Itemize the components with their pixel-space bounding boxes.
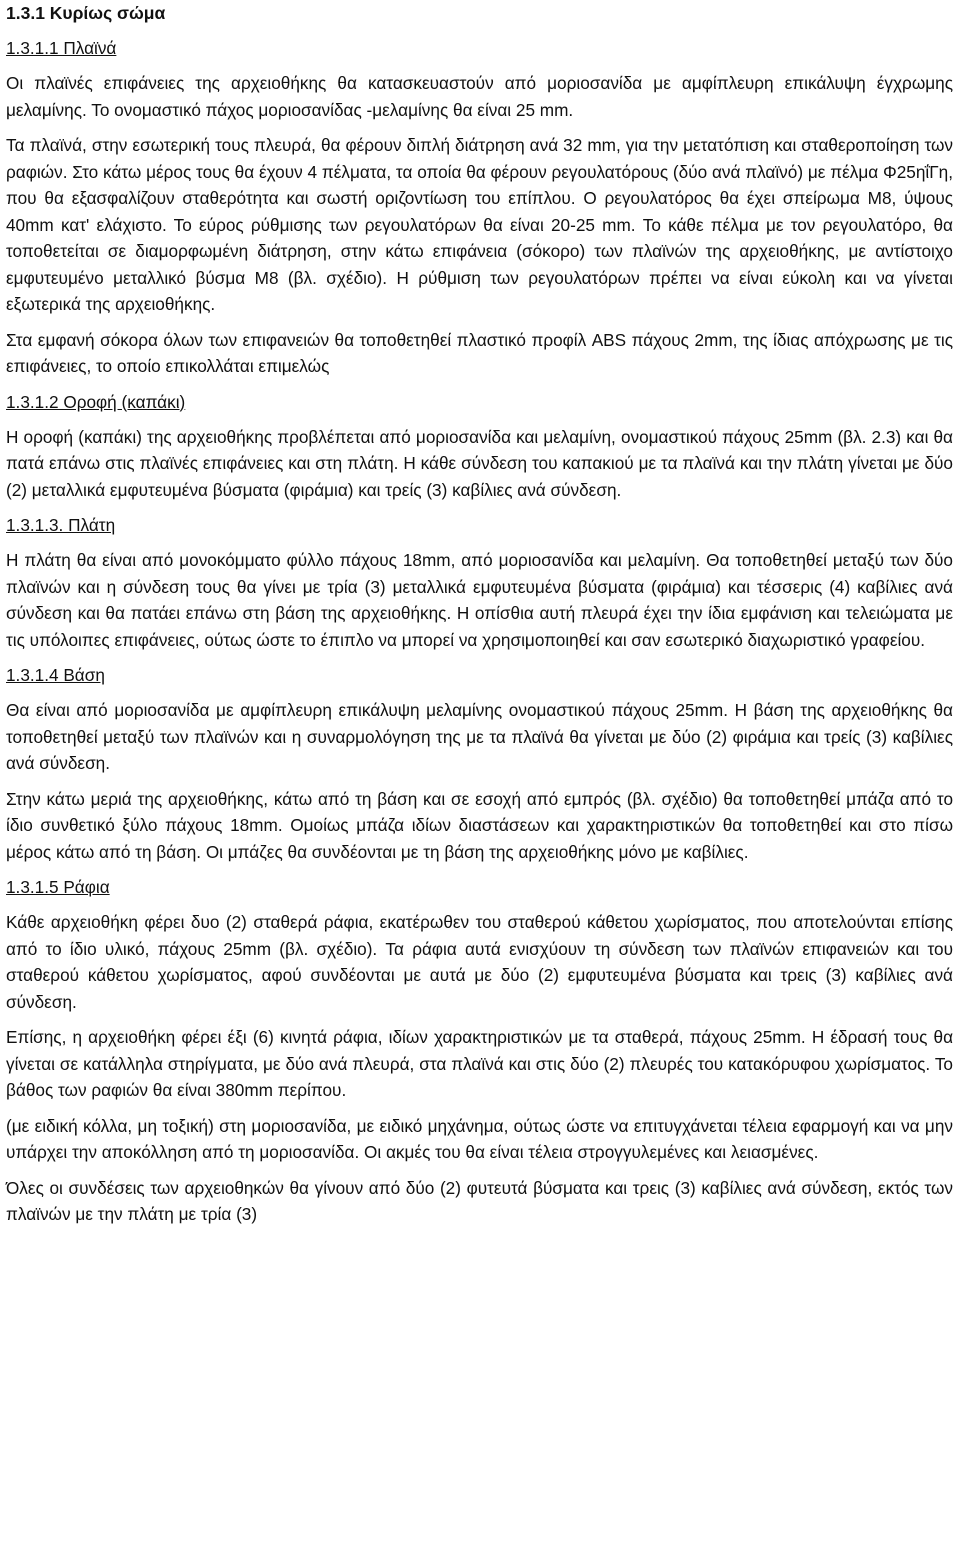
subsection-title-sides: 1.3.1.1 Πλαϊνά xyxy=(6,38,117,58)
paragraph: Η πλάτη θα είναι από μονοκόμματο φύλλο πάχους 18mm, από μοριοσανίδα και μελαμίνη. Θα τοποθετηθεί μεταξύ των δύο πλαϊνών και η σύνδεση τους θα γίνει με τρία (3) μεταλλικά εμφυτευμένα βύσματα (φιράμια) και τέσσερις (4) καβίλιες ανά σύνδεση και θα πατάει επάνω στη βάση της αρχειοθήκης. Η οπίσθια αυτή πλευρά έχει την ίδια εμφάνιση και τελειώματα με τις υπόλοιπες επιφάνειες, ούτως ώστε το έπιπλο να μπορεί να χρησιμοποιηθεί και σαν εσωτερικό διαχωριστικό γραφείου. xyxy=(6,550,953,650)
paragraph: Όλες οι συνδέσεις των αρχειοθηκών θα γίνουν από δύο (2) φυτευτά βύσματα και τρεις (3) καβίλιες ανά σύνδεση, εκτός των πλαϊνών με την πλάτη με τρία (3) xyxy=(6,1177,953,1224)
paragraph: Οι πλαϊνές επιφάνειες της αρχειοθήκης θα κατασκευαστούν από μοριοσανίδα με αμφίπλευρη επικάλυψη έγχρωμης μελαμίνης. Το ονομαστικό πάχος μοριοσανίδας -μελαμίνης θα είναι 25 mm. xyxy=(6,73,953,120)
paragraph: Η οροφή (καπάκι) της αρχειοθήκης προβλέπεται από μοριοσανίδα και μελαμίνη, ονομαστικού πάχους 25mm (βλ. 2.3) και θα πατά επάνω στις πλαϊνές επιφάνειες και στη πλάτη. Η κάθε σύνδεση του καπακιού με τα πλαϊνά και την πλάτη γίνεται με δύο (2) μεταλλικά εμφυτευμένα βύσματα (φιράμια) και τρείς (3) καβίλιες ανά σύνδεση. xyxy=(6,426,953,500)
subsection-title-back: 1.3.1.3. Πλάτη xyxy=(6,515,116,535)
paragraph: Τα πλαϊνά, στην εσωτερική τους πλευρά, θα φέρουν διπλή διάτρηση ανά 32 mm, για την μετατόπιση και σταθεροποίηση των ραφιών. Στο κάτω μέρος τους θα έχουν 4 πέλματα, τα οποία θα φέρουν ρεγουλατόρους (δύο ανά πλαϊνό) με πέλμα Φ25ηΐΓη, που θα εξασφαλίζουν σταθερότητα και σωστή οριζοντίωση του επίπλου. Ο ρεγουλατόρος θα έχει σπείρωμα Μ8, ύψους 40mm κατ' ελάχιστο. Το εύρος ρύθμισης των ρεγουλατόρων θα είναι 20-25 mm. Το κάθε πέλμα με τον ρεγουλατόρο, θα τοποθετείται σε διαμορφωμένη διάτρηση, στην κάτω επιφάνεια (σόκορο) των πλαϊνών της αρχειοθήκης, με αντίστοιχο εμφυτευμένο μεταλλικό βύσμα Μ8 (βλ. σχέδιο). Η ρύθμιση των ρεγουλατόρων πρέπει να είναι εύκολη και να γίνεται εξωτερικά της αρχειοθήκης. xyxy=(6,135,953,314)
paragraph: Κάθε αρχειοθήκη φέρει δυο (2) σταθερά ράφια, εκατέρωθεν του σταθερού κάθετου χωρίσματος, που αποτελούνται επίσης από το ίδιο υλικό, πάχους 25mm (βλ. σχέδιο). Τα ράφια αυτά ενισχύουν τη σύνδεση των πλαϊνών επιφανειών και του σταθερού κάθετου χωρίσματος, αφού συνδέονται με αυτά με δύο (2) εμφυτευμένα βύσματα και τρεις (3) καβίλιες ανά σύνδεση. xyxy=(6,912,953,1012)
paragraph: (με ειδική κόλλα, μη τοξική) στη μοριοσανίδα, με ειδικό μηχάνημα, ούτως ώστε να επιτυγχάνεται τέλεια εφαρμογή και να μην υπάρχει την αποκόλληση από τη μοριοσανίδα. Οι ακμές του θα είναι τέλεια στρογγυλεμένες και λειασμένες. xyxy=(6,1115,953,1162)
subsection-title-base: 1.3.1.4 Βάση xyxy=(6,665,105,685)
subsection-title-roof: 1.3.1.2 Οροφή (καπάκι) xyxy=(6,391,186,412)
paragraph: Στην κάτω μεριά της αρχειοθήκης, κάτω από τη βάση και σε εσοχή από εμπρός (βλ. σχέδιο) θα τοποθετηθεί μπάζα από το ίδιο συνθετικό ξύλο πάχους 18mm. Ομοίως μπάζα ιδίων διαστάσεων και χαρακτηριστικών θα τοποθετηθεί και στο πίσω μέρος κάτω από τη βάση. Οι μπάζες θα συνδέονται με τη βάση της αρχειοθήκης μόνο με καβίλιες. xyxy=(6,788,953,862)
section-title: 1.3.1 Κυρίως σώμα xyxy=(6,3,166,23)
subsection-title-shelves: 1.3.1.5 Ράφια xyxy=(6,877,110,897)
paragraph: Θα είναι από μοριοσανίδα με αμφίπλευρη επικάλυψη μελαμίνης ονομαστικού πάχους 25mm. Η βάση της αρχειοθήκης θα τοποθετηθεί μεταξύ των πλαϊνών και η συναρμολόγηση της με τα πλαϊνά θα γίνεται με δύο (2) φιράμια και τρείς (3) καβίλιες ανά σύνδεση. xyxy=(6,700,953,773)
paragraph: Επίσης, η αρχειοθήκη φέρει έξι (6) κινητά ράφια, ιδίων χαρακτηριστικών με τα σταθερά, πάχους 25mm. Η έδρασή τους θα γίνεται σε κατάλληλα στηρίγματα, με δύο ανά πλευρά, στα πλαϊνά και στις δύο (2) πλευρές του κατακόρυφου χωρίσματος. Το βάθος των ραφιών θα είναι 380mm περίπου. xyxy=(6,1027,953,1100)
paragraph: Στα εμφανή σόκορα όλων των επιφανειών θα τοποθετηθεί πλαστικό προφίλ ABS πάχους 2mm, της ίδιας απόχρωσης με τις επιφάνειες, το οποίο επικολλάται επιμελώς xyxy=(6,329,953,376)
